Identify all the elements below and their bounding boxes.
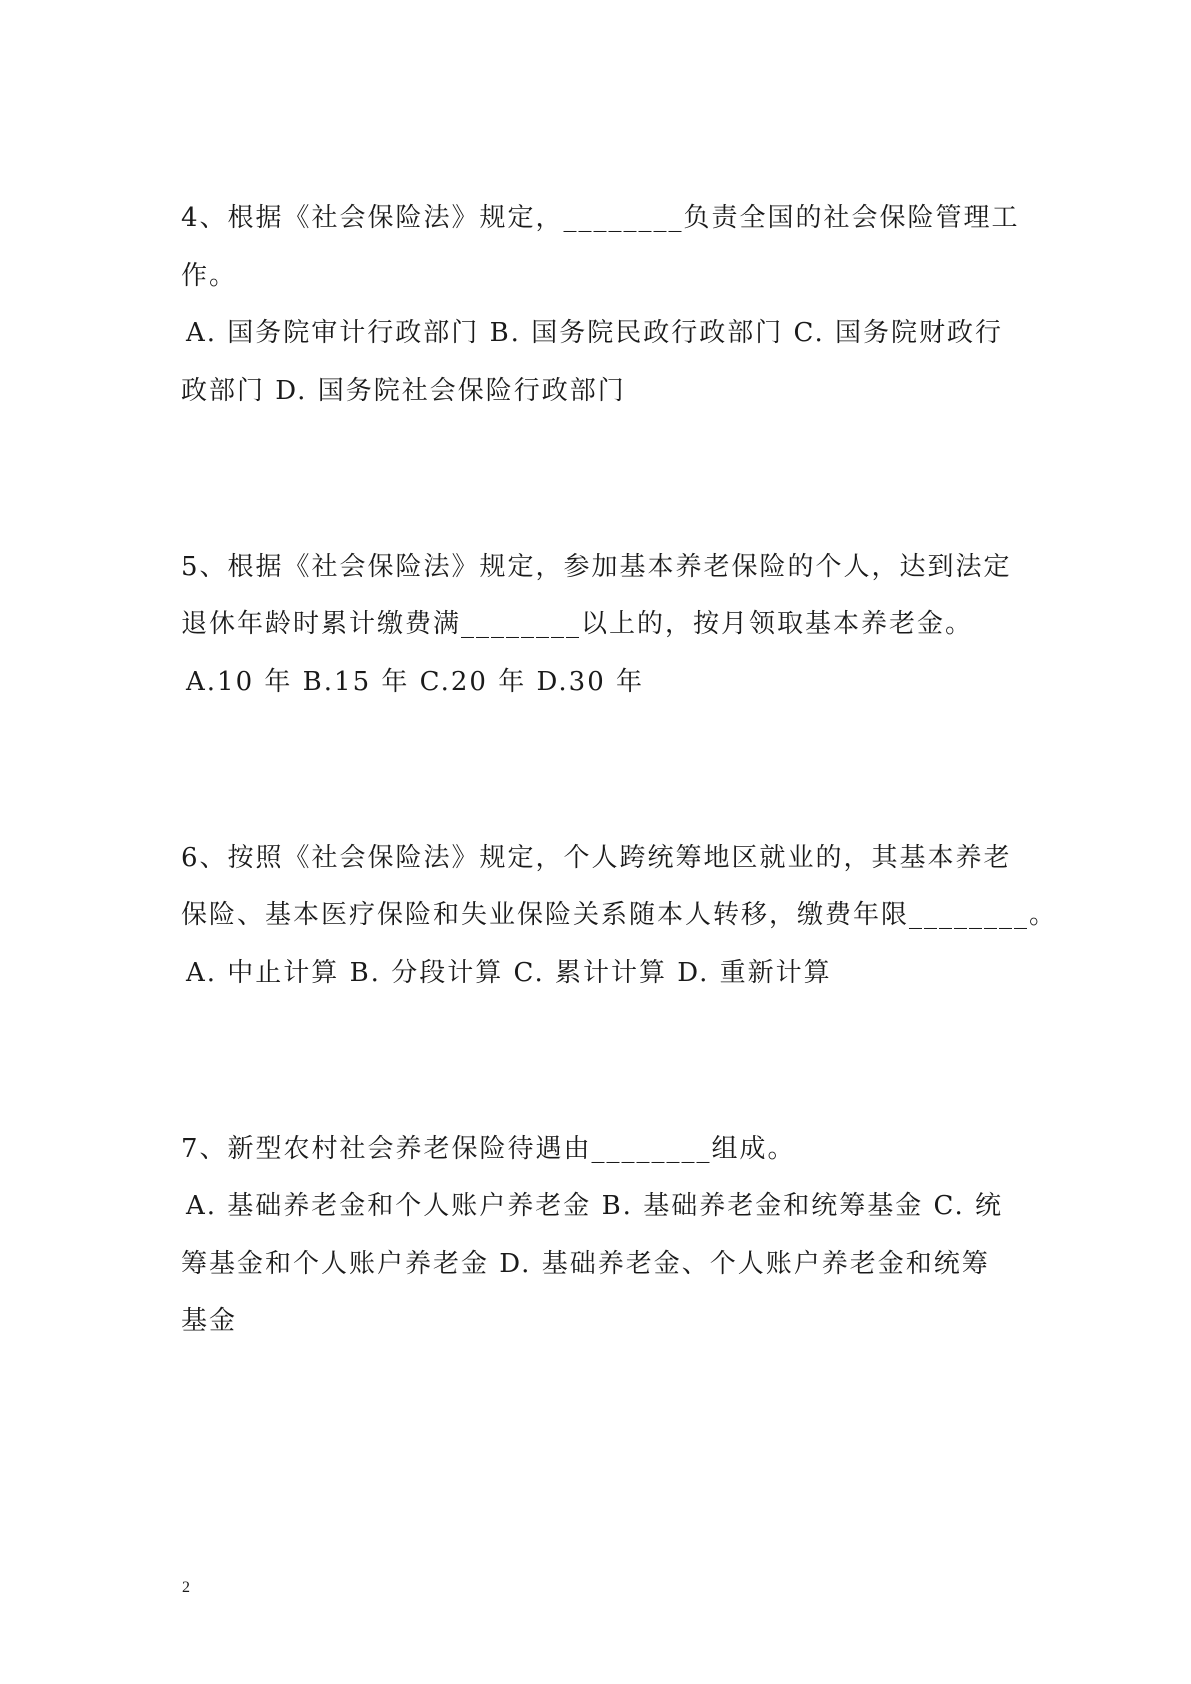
question-7-options-line-1: A. 基础养老金和个人账户养老金 B. 基础养老金和统筹基金 C. 统 (186, 1191, 1003, 1221)
question-4-stem-line-2: 作。 (181, 261, 238, 291)
question-4-options-line-1: A. 国务院审计行政部门 B. 国务院民政行政部门 C. 国务院财政行 (186, 318, 1003, 348)
question-5-options-line-1: A.10 年 B.15 年 C.20 年 D.30 年 (186, 667, 645, 697)
question-7-options-line-3: 基金 (181, 1306, 238, 1336)
question-5-stem-line-2: 退休年龄时累计缴费满________以上的，按月领取基本养老金。 (181, 609, 974, 639)
question-6-options-line-1: A. 中止计算 B. 分段计算 C. 累计计算 D. 重新计算 (186, 958, 832, 988)
question-4-options-line-2: 政部门 D. 国务院社会保险行政部门 (181, 376, 626, 406)
question-6-stem-line-2: 保险、基本医疗保险和失业保险关系随本人转移，缴费年限________。 (181, 900, 1058, 930)
question-5-stem-line-1: 5、根据《社会保险法》规定，参加基本养老保险的个人，达到法定 (181, 552, 1012, 582)
question-7-options-line-2: 筹基金和个人账户养老金 D. 基础养老金、个人账户养老金和统筹 (181, 1249, 990, 1279)
question-7-stem-line-1: 7、新型农村社会养老保险待遇由________组成。 (181, 1134, 796, 1164)
question-4-stem-line-1: 4、根据《社会保险法》规定，________负责全国的社会保险管理工 (181, 203, 1020, 233)
page-number: 2 (182, 1579, 190, 1596)
question-6-stem-line-1: 6、按照《社会保险法》规定，个人跨统筹地区就业的，其基本养老 (181, 843, 1012, 873)
